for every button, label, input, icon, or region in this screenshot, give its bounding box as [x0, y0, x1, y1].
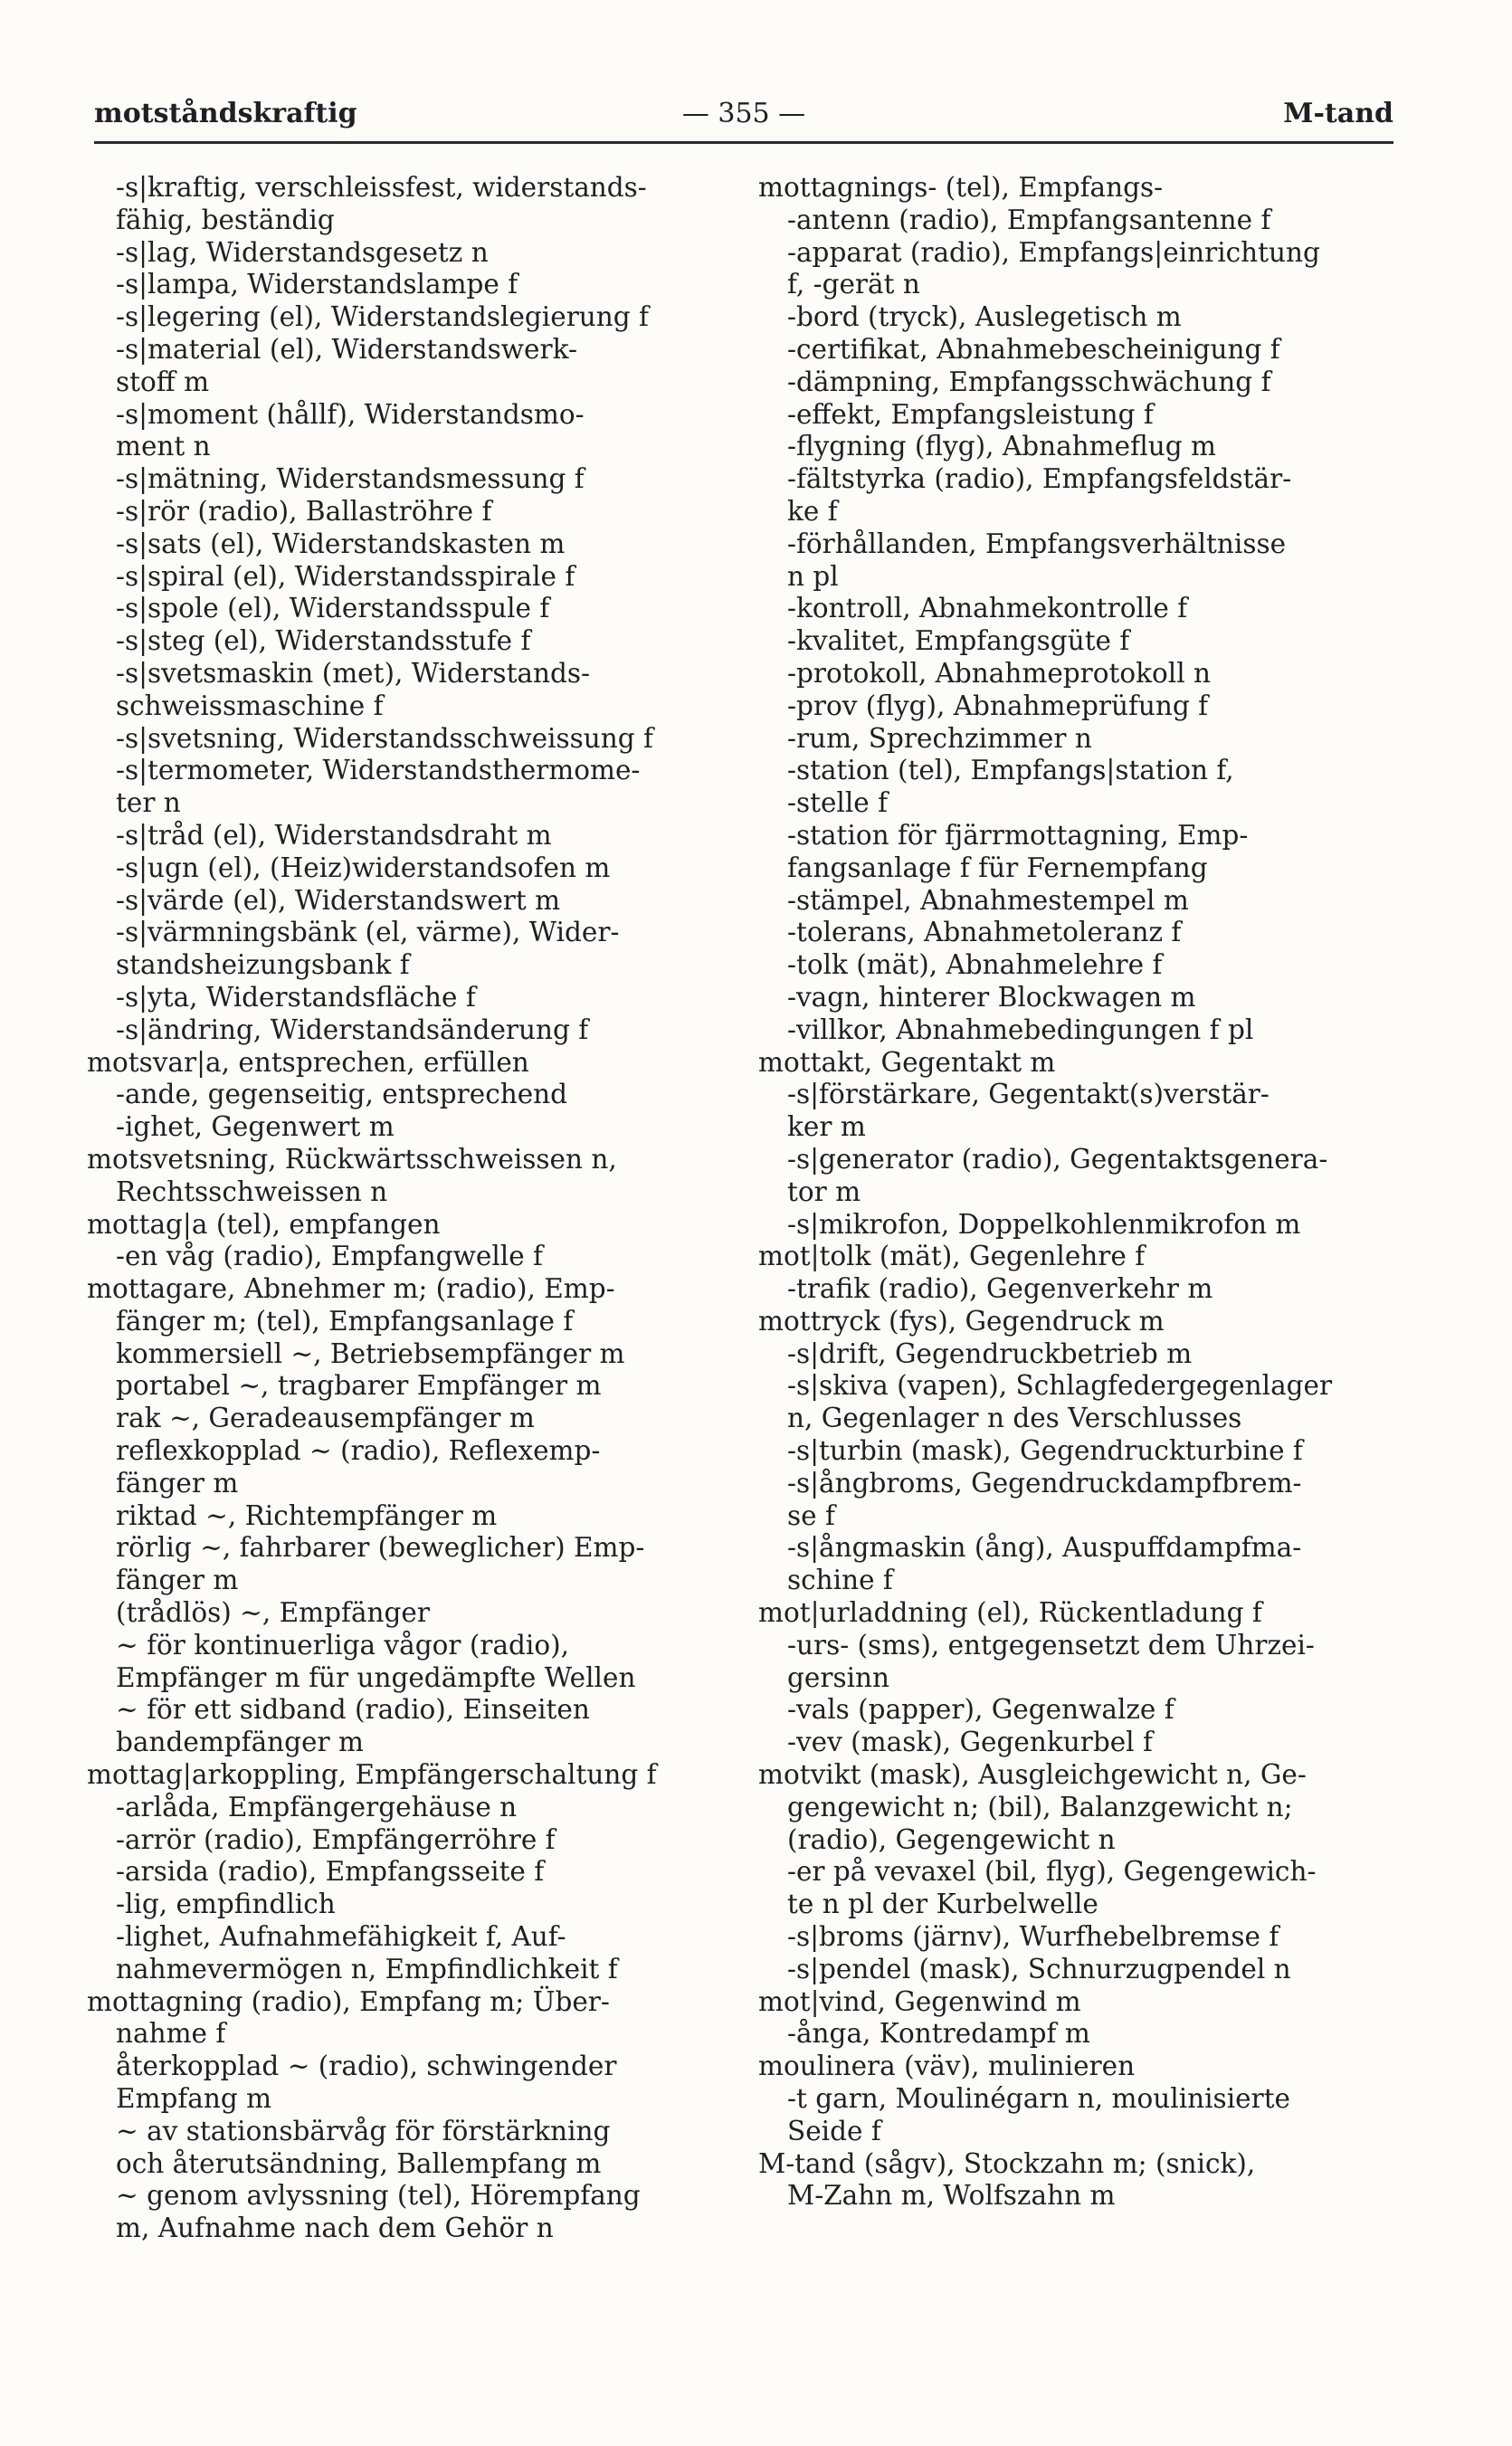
- dictionary-line: -villkor, Abnahmebedingungen f pl: [787, 1014, 1254, 1045]
- dictionary-line: -prov (flyg), Abnahmeprüfung f: [787, 690, 1209, 721]
- dictionary-line: -s|turbin (mask), Gegendruckturbine f: [787, 1435, 1303, 1467]
- page-header: [94, 94, 1393, 138]
- dictionary-line: mottagning (radio), Empfang m; Über-: [87, 1985, 610, 2017]
- dictionary-line: fänger m: [116, 1467, 239, 1499]
- dictionary-line: portabel ~, tragbarer Empfänger m: [116, 1370, 602, 1402]
- dictionary-line: -protokoll, Abnahmeprotokoll n: [787, 657, 1212, 689]
- dictionary-line: riktad ~, Richtempfänger m: [116, 1499, 498, 1531]
- dictionary-line: -s|värmningsbänk (el, värme), Wider-: [116, 917, 620, 948]
- dictionary-line: -ande, gegenseitig, entsprechend: [116, 1079, 568, 1110]
- dictionary-line: -s|rör (radio), Ballaströhre f: [116, 495, 492, 527]
- dictionary-line: f, -gerät n: [787, 269, 920, 300]
- dictionary-line: -apparat (radio), Empfangs|einrichtung: [787, 236, 1320, 268]
- dictionary-line: -effekt, Empfangsleistung f: [787, 398, 1154, 430]
- dictionary-line: reflexkopplad ~ (radio), Reflexemp-: [116, 1435, 601, 1467]
- dictionary-line: -er på vevaxel (bil, flyg), Gegengewich-: [787, 1856, 1317, 1888]
- dictionary-line: -s|värde (el), Widerstandswert m: [116, 884, 561, 916]
- dictionary-line: -rum, Sprechzimmer n: [787, 722, 1092, 754]
- dictionary-line: mot|vind, Gegenwind m: [758, 1985, 1081, 2017]
- dictionary-line: -s|pendel (mask), Schnurzugpendel n: [787, 1953, 1291, 1984]
- dictionary-line: -urs- (sms), entgegensetzt dem Uhrzei-: [787, 1629, 1315, 1661]
- dictionary-line: -s|yta, Widerstandsfläche f: [116, 981, 476, 1013]
- dictionary-line: -tolerans, Abnahmetoleranz f: [787, 917, 1182, 948]
- dictionary-line: kommersiell ~, Betriebsempfänger m: [116, 1337, 625, 1369]
- dictionary-line: M-Zahn m, Wolfszahn m: [787, 2180, 1116, 2212]
- dictionary-line: motsvar|a, entsprechen, erfüllen: [87, 1046, 529, 1078]
- dictionary-line: -kvalitet, Empfangsgüte f: [787, 625, 1130, 657]
- dictionary-line: -vagn, hinterer Blockwagen m: [787, 981, 1196, 1013]
- dictionary-line: mottagnings- (tel), Empfangs-: [758, 172, 1164, 203]
- dictionary-line: mottakt, Gegentakt m: [758, 1046, 1056, 1078]
- dictionary-line: -s|material (el), Widerstandswerk-: [116, 333, 577, 365]
- dictionary-line: stoff m: [116, 366, 210, 397]
- dictionary-line: mottryck (fys), Gegendruck m: [758, 1305, 1165, 1337]
- dictionary-line: ke f: [787, 495, 838, 527]
- dictionary-line: -s|steg (el), Widerstandsstufe f: [116, 625, 531, 657]
- dictionary-line: -certifikat, Abnahmebescheinigung f: [787, 333, 1280, 365]
- dictionary-line: -s|tråd (el), Widerstandsdraht m: [116, 819, 552, 851]
- dictionary-line: ~ genom avlyssning (tel), Hörempfang: [116, 2180, 641, 2212]
- dictionary-line: nahme f: [116, 2018, 226, 2050]
- dictionary-line: mot|urladdning (el), Rückentladung f: [758, 1597, 1262, 1629]
- dictionary-line: -fältstyrka (radio), Empfangsfeldstär-: [787, 463, 1292, 495]
- dictionary-line: -s|moment (hållf), Widerstandsmo-: [116, 398, 585, 430]
- dictionary-line: ~ av stationsbärvåg för förstärkning: [116, 2115, 611, 2146]
- right-column: [758, 172, 1392, 2213]
- dictionary-line: n pl: [787, 560, 839, 592]
- dictionary-line: -trafik (radio), Gegenverkehr m: [787, 1273, 1213, 1305]
- dictionary-line: motvikt (mask), Ausgleichgewicht n, Ge-: [758, 1759, 1307, 1791]
- dictionary-line: mottagare, Abnehmer m; (radio), Emp-: [87, 1273, 615, 1305]
- dictionary-line: -s|broms (järnv), Wurfhebelbremse f: [787, 1921, 1279, 1953]
- dictionary-line: -s|skiva (vapen), Schlagfedergegenlager: [787, 1370, 1333, 1402]
- dictionary-line: -s|ugn (el), (Heiz)widerstandsofen m: [116, 852, 611, 883]
- dictionary-line: -en våg (radio), Empfangwelle f: [116, 1241, 543, 1272]
- dictionary-line: -dämpning, Empfangsschwächung f: [787, 366, 1271, 397]
- dictionary-line: -lighet, Aufnahmefähigkeit f, Auf-: [116, 1921, 566, 1953]
- dictionary-line: -kontroll, Abnahmekontrolle f: [787, 593, 1188, 624]
- dictionary-line: mot|tolk (mät), Gegenlehre f: [758, 1241, 1146, 1272]
- dictionary-line: nahmevermögen n, Empfindlichkeit f: [116, 1953, 618, 1984]
- dictionary-line: rak ~, Geradeausempfänger m: [116, 1403, 535, 1434]
- dictionary-line: -antenn (radio), Empfangsantenne f: [787, 204, 1271, 235]
- dictionary-line: -s|termometer, Widerstandsthermome-: [116, 755, 641, 786]
- dictionary-line: m, Aufnahme nach dem Gehör n: [116, 2213, 554, 2244]
- dictionary-line: te n pl der Kurbelwelle: [787, 1889, 1098, 1920]
- dictionary-line: -flygning (flyg), Abnahmeflug m: [787, 431, 1217, 462]
- dictionary-line: ~ för kontinuerliga vågor (radio),: [116, 1629, 569, 1661]
- dictionary-line: -s|ändring, Widerstandsänderung f: [116, 1014, 589, 1045]
- dictionary-line: fänger m; (tel), Empfangsanlage f: [116, 1305, 574, 1337]
- dictionary-line: -vev (mask), Gegenkurbel f: [787, 1727, 1153, 1758]
- dictionary-line: -ighet, Gegenwert m: [116, 1111, 395, 1143]
- dictionary-line: moulinera (väv), mulinieren: [758, 2051, 1136, 2082]
- dictionary-line: -arrör (radio), Empfängerröhre f: [116, 1823, 556, 1855]
- dictionary-line: -t garn, Moulinégarn n, moulinisierte: [787, 2083, 1291, 2115]
- dictionary-line: -arlåda, Empfängergehäuse n: [116, 1791, 518, 1823]
- dictionary-line: mottag|arkoppling, Empfängerschaltung f: [87, 1759, 657, 1791]
- dictionary-line: mottag|a (tel), empfangen: [87, 1208, 441, 1240]
- dictionary-line: tor m: [787, 1175, 861, 1207]
- left-column: [87, 172, 720, 2245]
- dictionary-line: -s|ångbroms, Gegendruckdampfbrem-: [787, 1467, 1302, 1499]
- dictionary-line: Rechtsschweissen n: [116, 1175, 388, 1207]
- dictionary-line: -ånga, Kontredampf m: [787, 2018, 1090, 2050]
- dictionary-line: bandempfänger m: [116, 1727, 364, 1758]
- dictionary-line: -förhållanden, Empfangsverhältnisse: [787, 528, 1287, 559]
- running-head-right: M-tand: [1283, 98, 1393, 129]
- dictionary-line: fänger m: [116, 1565, 239, 1596]
- dictionary-line: -s|kraftig, verschleissfest, widerstands-: [116, 172, 647, 203]
- dictionary-line: och återutsändning, Ballempfang m: [116, 2147, 602, 2179]
- dictionary-line: schweissmaschine f: [116, 690, 384, 721]
- dictionary-line: -s|svetsning, Widerstandsschweissung f: [116, 722, 653, 754]
- dictionary-line: -s|mätning, Widerstandsmessung f: [116, 463, 585, 495]
- dictionary-line: -s|mikrofon, Doppelkohlenmikrofon m: [787, 1208, 1301, 1240]
- dictionary-line: -s|spole (el), Widerstandsspule f: [116, 593, 550, 624]
- dictionary-line: -s|spiral (el), Widerstandsspirale f: [116, 560, 575, 592]
- dictionary-line: Seide f: [787, 2115, 881, 2146]
- dictionary-line: standsheizungsbank f: [116, 949, 410, 981]
- dictionary-line: Empfänger m für ungedämpfte Wellen: [116, 1661, 636, 1693]
- dictionary-line: -s|förstärkare, Gegentakt(s)verstär-: [787, 1079, 1270, 1110]
- dictionary-line: -stelle f: [787, 787, 889, 819]
- dictionary-line: fähig, beständig: [116, 204, 335, 235]
- dictionary-line: -lig, empfindlich: [116, 1889, 336, 1920]
- dictionary-line: -s|generator (radio), Gegentaktsgenera-: [787, 1143, 1328, 1175]
- dictionary-line: -stämpel, Abnahmestempel m: [787, 884, 1189, 916]
- dictionary-line: se f: [787, 1499, 835, 1531]
- dictionary-line: gengewicht n; (bil), Balanzgewicht n;: [787, 1791, 1293, 1823]
- dictionary-line: rörlig ~, fahrbarer (beweglicher) Emp-: [116, 1532, 645, 1564]
- dictionary-line: gersinn: [787, 1661, 890, 1693]
- dictionary-line: -station för fjärrmottagning, Emp-: [787, 819, 1249, 851]
- dictionary-line: -s|drift, Gegendruckbetrieb m: [787, 1337, 1193, 1369]
- dictionary-line: -s|lampa, Widerstandslampe f: [116, 269, 518, 300]
- dictionary-line: (trådlös) ~, Empfänger: [116, 1597, 430, 1629]
- dictionary-line: -tolk (mät), Abnahmelehre f: [787, 949, 1163, 981]
- running-head-left: motståndskraftig: [94, 98, 357, 129]
- dictionary-line: återkopplad ~ (radio), schwingender: [116, 2051, 617, 2082]
- dictionary-line: -s|ångmaskin (ång), Auspuffdampfma-: [787, 1532, 1302, 1564]
- page-number: — 355 —: [681, 98, 806, 129]
- dictionary-line: M-tand (sågv), Stockzahn m; (snick),: [758, 2147, 1256, 2179]
- dictionary-line: ker m: [787, 1111, 866, 1143]
- dictionary-line: motsvetsning, Rückwärtsschweissen n,: [87, 1143, 617, 1175]
- dictionary-line: -s|lag, Widerstandsgesetz n: [116, 236, 489, 268]
- dictionary-line: Empfang m: [116, 2083, 272, 2115]
- dictionary-line: -station (tel), Empfangs|station f,: [787, 755, 1234, 786]
- dictionary-line: ~ för ett sidband (radio), Einseiten: [116, 1694, 590, 1726]
- dictionary-line: -bord (tryck), Auslegetisch m: [787, 301, 1182, 333]
- header-rule: [94, 141, 1393, 144]
- dictionary-line: fangsanlage f für Fernempfang: [787, 852, 1208, 883]
- dictionary-line: -s|sats (el), Widerstandskasten m: [116, 528, 566, 559]
- dictionary-line: -vals (papper), Gegenwalze f: [787, 1694, 1174, 1726]
- dictionary-line: ment n: [116, 431, 211, 462]
- dictionary-line: schine f: [787, 1565, 893, 1596]
- dictionary-line: -s|svetsmaskin (met), Widerstands-: [116, 657, 590, 689]
- dictionary-line: -s|legering (el), Widerstandslegierung f: [116, 301, 649, 333]
- dictionary-line: (radio), Gegengewicht n: [787, 1823, 1116, 1855]
- dictionary-line: n, Gegenlager n des Verschlusses: [787, 1403, 1242, 1434]
- dictionary-line: ter n: [116, 787, 181, 819]
- dictionary-line: -arsida (radio), Empfangsseite f: [116, 1856, 545, 1888]
